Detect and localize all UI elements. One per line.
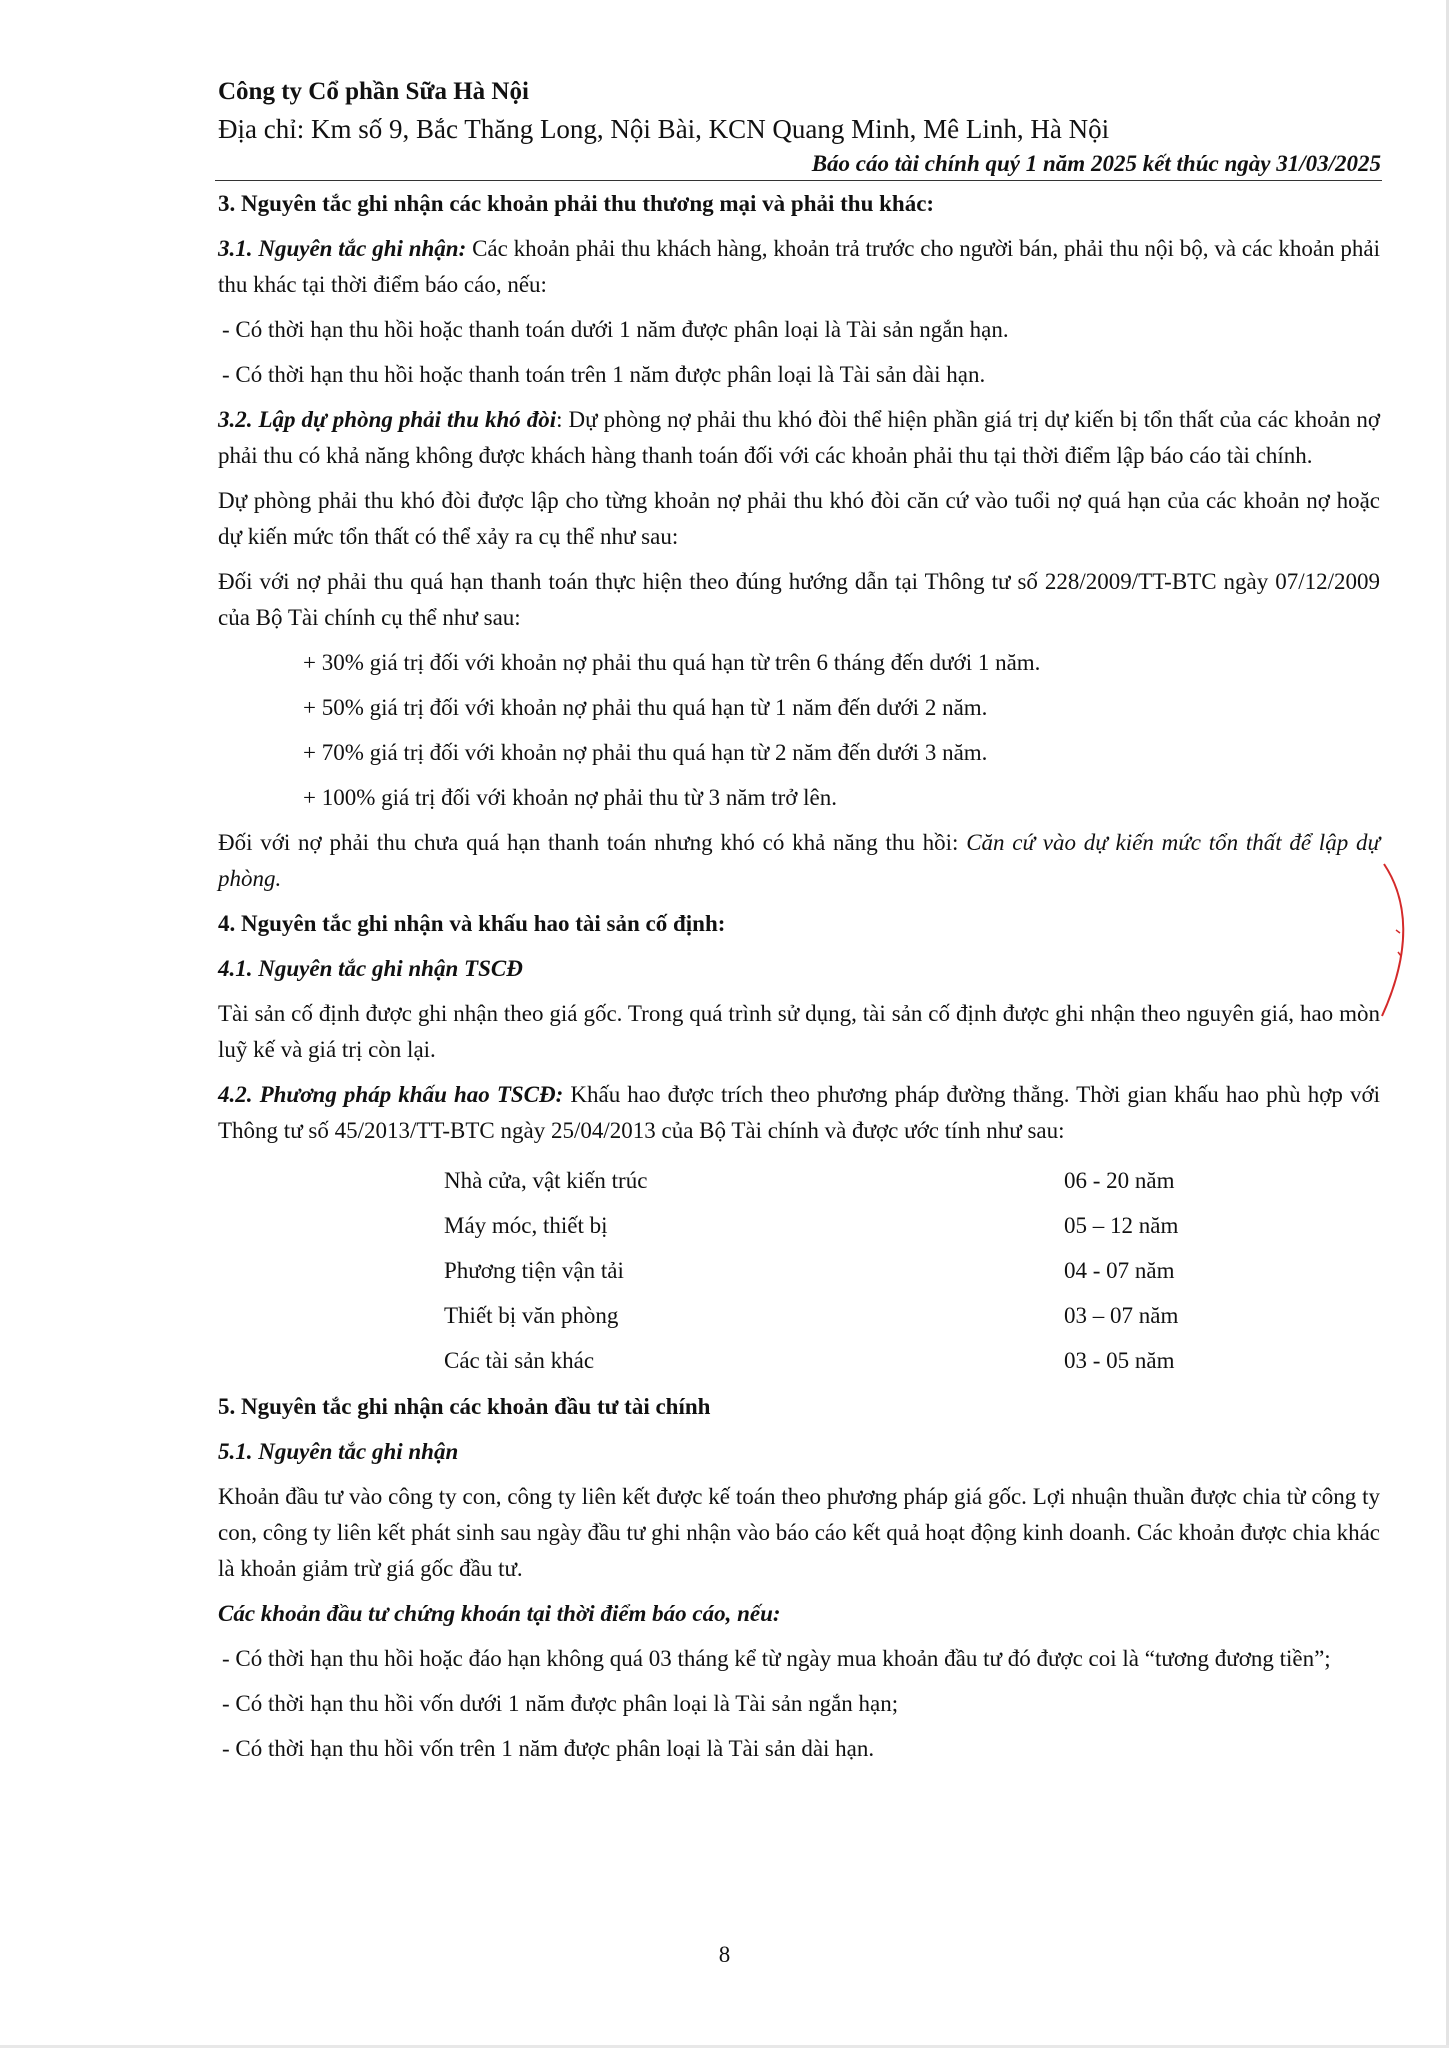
company-address: Địa chỉ: Km số 9, Bắc Thăng Long, Nội Bài, KCN Quang Minh, Mê Linh, Hà Nội bbox=[218, 114, 1110, 144]
useful-life: 03 - 05 năm bbox=[1064, 1347, 1175, 1373]
section-3-1-paragraph bbox=[218, 231, 1380, 303]
table-row bbox=[218, 1158, 1380, 1203]
section-4-1-title: 4.1. Nguyên tắc ghi nhận TSCĐ bbox=[218, 956, 523, 981]
section-4-1-text: Tài sản cố định được ghi nhận theo giá gốc. Trong quá trình sử dụng, tài sản cố định được ghi nhận theo nguyên giá, hao mòn luỹ kế và giá trị còn lại. bbox=[218, 1001, 1380, 1062]
report-title: Báo cáo tài chính quý 1 năm 2025 kết thúc ngày 31/03/2025 bbox=[811, 151, 1381, 176]
bullet-item: - Có thời hạn thu hồi vốn trên 1 năm được phân loại là Tài sản dài hạn. bbox=[222, 1736, 875, 1761]
useful-life: 03 – 07 năm bbox=[1064, 1302, 1179, 1328]
bullet-item: - Có thời hạn thu hồi hoặc thanh toán trên 1 năm được phân loại là Tài sản dài hạn. bbox=[222, 362, 986, 387]
section-3-1-title: 3.1. Nguyên tắc ghi nhận: bbox=[218, 236, 467, 261]
asset-class: Các tài sản khác bbox=[444, 1347, 595, 1373]
useful-life: 04 - 07 năm bbox=[1064, 1257, 1175, 1283]
bullet-item: - Có thời hạn thu hồi hoặc thanh toán dưới 1 năm được phân loại là Tài sản ngắn hạn. bbox=[222, 317, 1009, 342]
asset-class: Nhà cửa, vật kiến trúc bbox=[444, 1167, 648, 1193]
provision-rate-item: + 30% giá trị đối với khoản nợ phải thu quá hạn từ trên 6 tháng đến dưới 1 năm. bbox=[303, 650, 1041, 675]
red-margin-mark bbox=[1378, 860, 1412, 1020]
provision-rate-item: + 100% giá trị đối với khoản nợ phải thu từ 3 năm trở lên. bbox=[303, 785, 837, 810]
asset-class: Phương tiện vận tải bbox=[444, 1257, 624, 1283]
section-3-2-paragraph bbox=[218, 402, 1380, 474]
section-3-1-text: Các khoản phải thu khách hàng, khoản trả trước cho người bán, phải thu nội bộ, và các khoản phải thu khác tại thời điểm báo cáo, nếu: bbox=[218, 236, 1380, 297]
section-3-2-text: : Dự phòng nợ phải thu khó đòi thể hiện phần giá trị dự kiến bị tổn thất của các khoản nợ phải thu có khả năng không được khách hàng thanh toán đối với các khoản phải thu tại thời điểm lập báo cáo tài chính. bbox=[218, 407, 1380, 468]
page-number: 8 bbox=[718, 1942, 731, 1967]
not-due-lead: Đối với nợ phải thu chưa quá hạn thanh toán nhưng khó có khả năng thu hồi: bbox=[218, 830, 967, 855]
table-row bbox=[218, 1338, 1380, 1383]
header-divider bbox=[215, 180, 1382, 181]
section-5-1-title: 5.1. Nguyên tắc ghi nhận bbox=[218, 1439, 459, 1464]
section-4-2-text: Khấu hao được trích theo phương pháp đường thẳng. Thời gian khấu hao phù hợp với Thông tư số 45/2013/TT-BTC ngày 25/04/2013 của Bộ Tài chính và được ước tính như sau: bbox=[218, 1082, 1380, 1143]
table-row bbox=[218, 1203, 1380, 1248]
asset-class: Máy móc, thiết bị bbox=[444, 1212, 608, 1238]
overdue-paragraph: Đối với nợ phải thu quá hạn thanh toán thực hiện theo đúng hướng dẫn tại Thông tư số 228/2009/TT-BTC ngày 07/12/2009 của Bộ Tài chính cụ thể như sau: bbox=[218, 569, 1380, 630]
section-3-2-title: 3.2. Lập dự phòng phải thu khó đòi bbox=[218, 407, 557, 432]
depreciation-table bbox=[218, 1158, 1380, 1383]
section-4-2-title: 4.2. Phương pháp khấu hao TSCĐ: bbox=[218, 1082, 564, 1107]
table-row bbox=[218, 1248, 1380, 1293]
bullet-item: - Có thời hạn thu hồi hoặc đáo hạn không quá 03 tháng kể từ ngày mua khoản đầu tư đó được coi là “tương đương tiền”; bbox=[222, 1646, 1331, 1671]
section-5-1-text: Khoản đầu tư vào công ty con, công ty liên kết được kế toán theo phương pháp giá gốc. Lợi nhuận thuần được chia từ công ty con, công ty liên kết phát sinh sau ngày đầu tư ghi nhận vào báo cáo kết quả hoạt động kinh doanh. Các khoản được chia khác là khoản giảm trừ giá gốc đầu tư. bbox=[218, 1484, 1380, 1581]
securities-title: Các khoản đầu tư chứng khoán tại thời điểm báo cáo, nếu: bbox=[218, 1601, 781, 1626]
not-due-italic: Căn cứ vào dự kiến mức tổn thất để lập dự phòng. bbox=[218, 830, 1380, 891]
not-due-paragraph bbox=[218, 825, 1380, 897]
section-4-heading: 4. Nguyên tắc ghi nhận và khấu hao tài sản cố định: bbox=[218, 911, 726, 936]
document-body bbox=[218, 186, 1380, 1776]
useful-life: 05 – 12 năm bbox=[1064, 1212, 1179, 1238]
provision-paragraph: Dự phòng phải thu khó đòi được lập cho từng khoản nợ phải thu khó đòi căn cứ vào tuổi nợ quá hạn của các khoản nợ hoặc dự kiến mức tổn thất có thể xảy ra cụ thể như sau: bbox=[218, 488, 1380, 549]
provision-rate-item: + 50% giá trị đối với khoản nợ phải thu quá hạn từ 1 năm đến dưới 2 năm. bbox=[303, 695, 988, 720]
table-row bbox=[218, 1293, 1380, 1338]
section-4-2-paragraph bbox=[218, 1077, 1380, 1149]
section-5-heading: 5. Nguyên tắc ghi nhận các khoản đầu tư tài chính bbox=[218, 1394, 711, 1419]
asset-class: Thiết bị văn phòng bbox=[444, 1302, 619, 1328]
section-3-heading: 3. Nguyên tắc ghi nhận các khoản phải thu thương mại và phải thu khác: bbox=[218, 191, 935, 216]
useful-life: 06 - 20 năm bbox=[1064, 1167, 1175, 1193]
bullet-item: - Có thời hạn thu hồi vốn dưới 1 năm được phân loại là Tài sản ngắn hạn; bbox=[222, 1691, 899, 1716]
company-name: Công ty Cổ phần Sữa Hà Nội bbox=[218, 78, 529, 105]
provision-rate-item: + 70% giá trị đối với khoản nợ phải thu quá hạn từ 2 năm đến dưới 3 năm. bbox=[303, 740, 988, 765]
